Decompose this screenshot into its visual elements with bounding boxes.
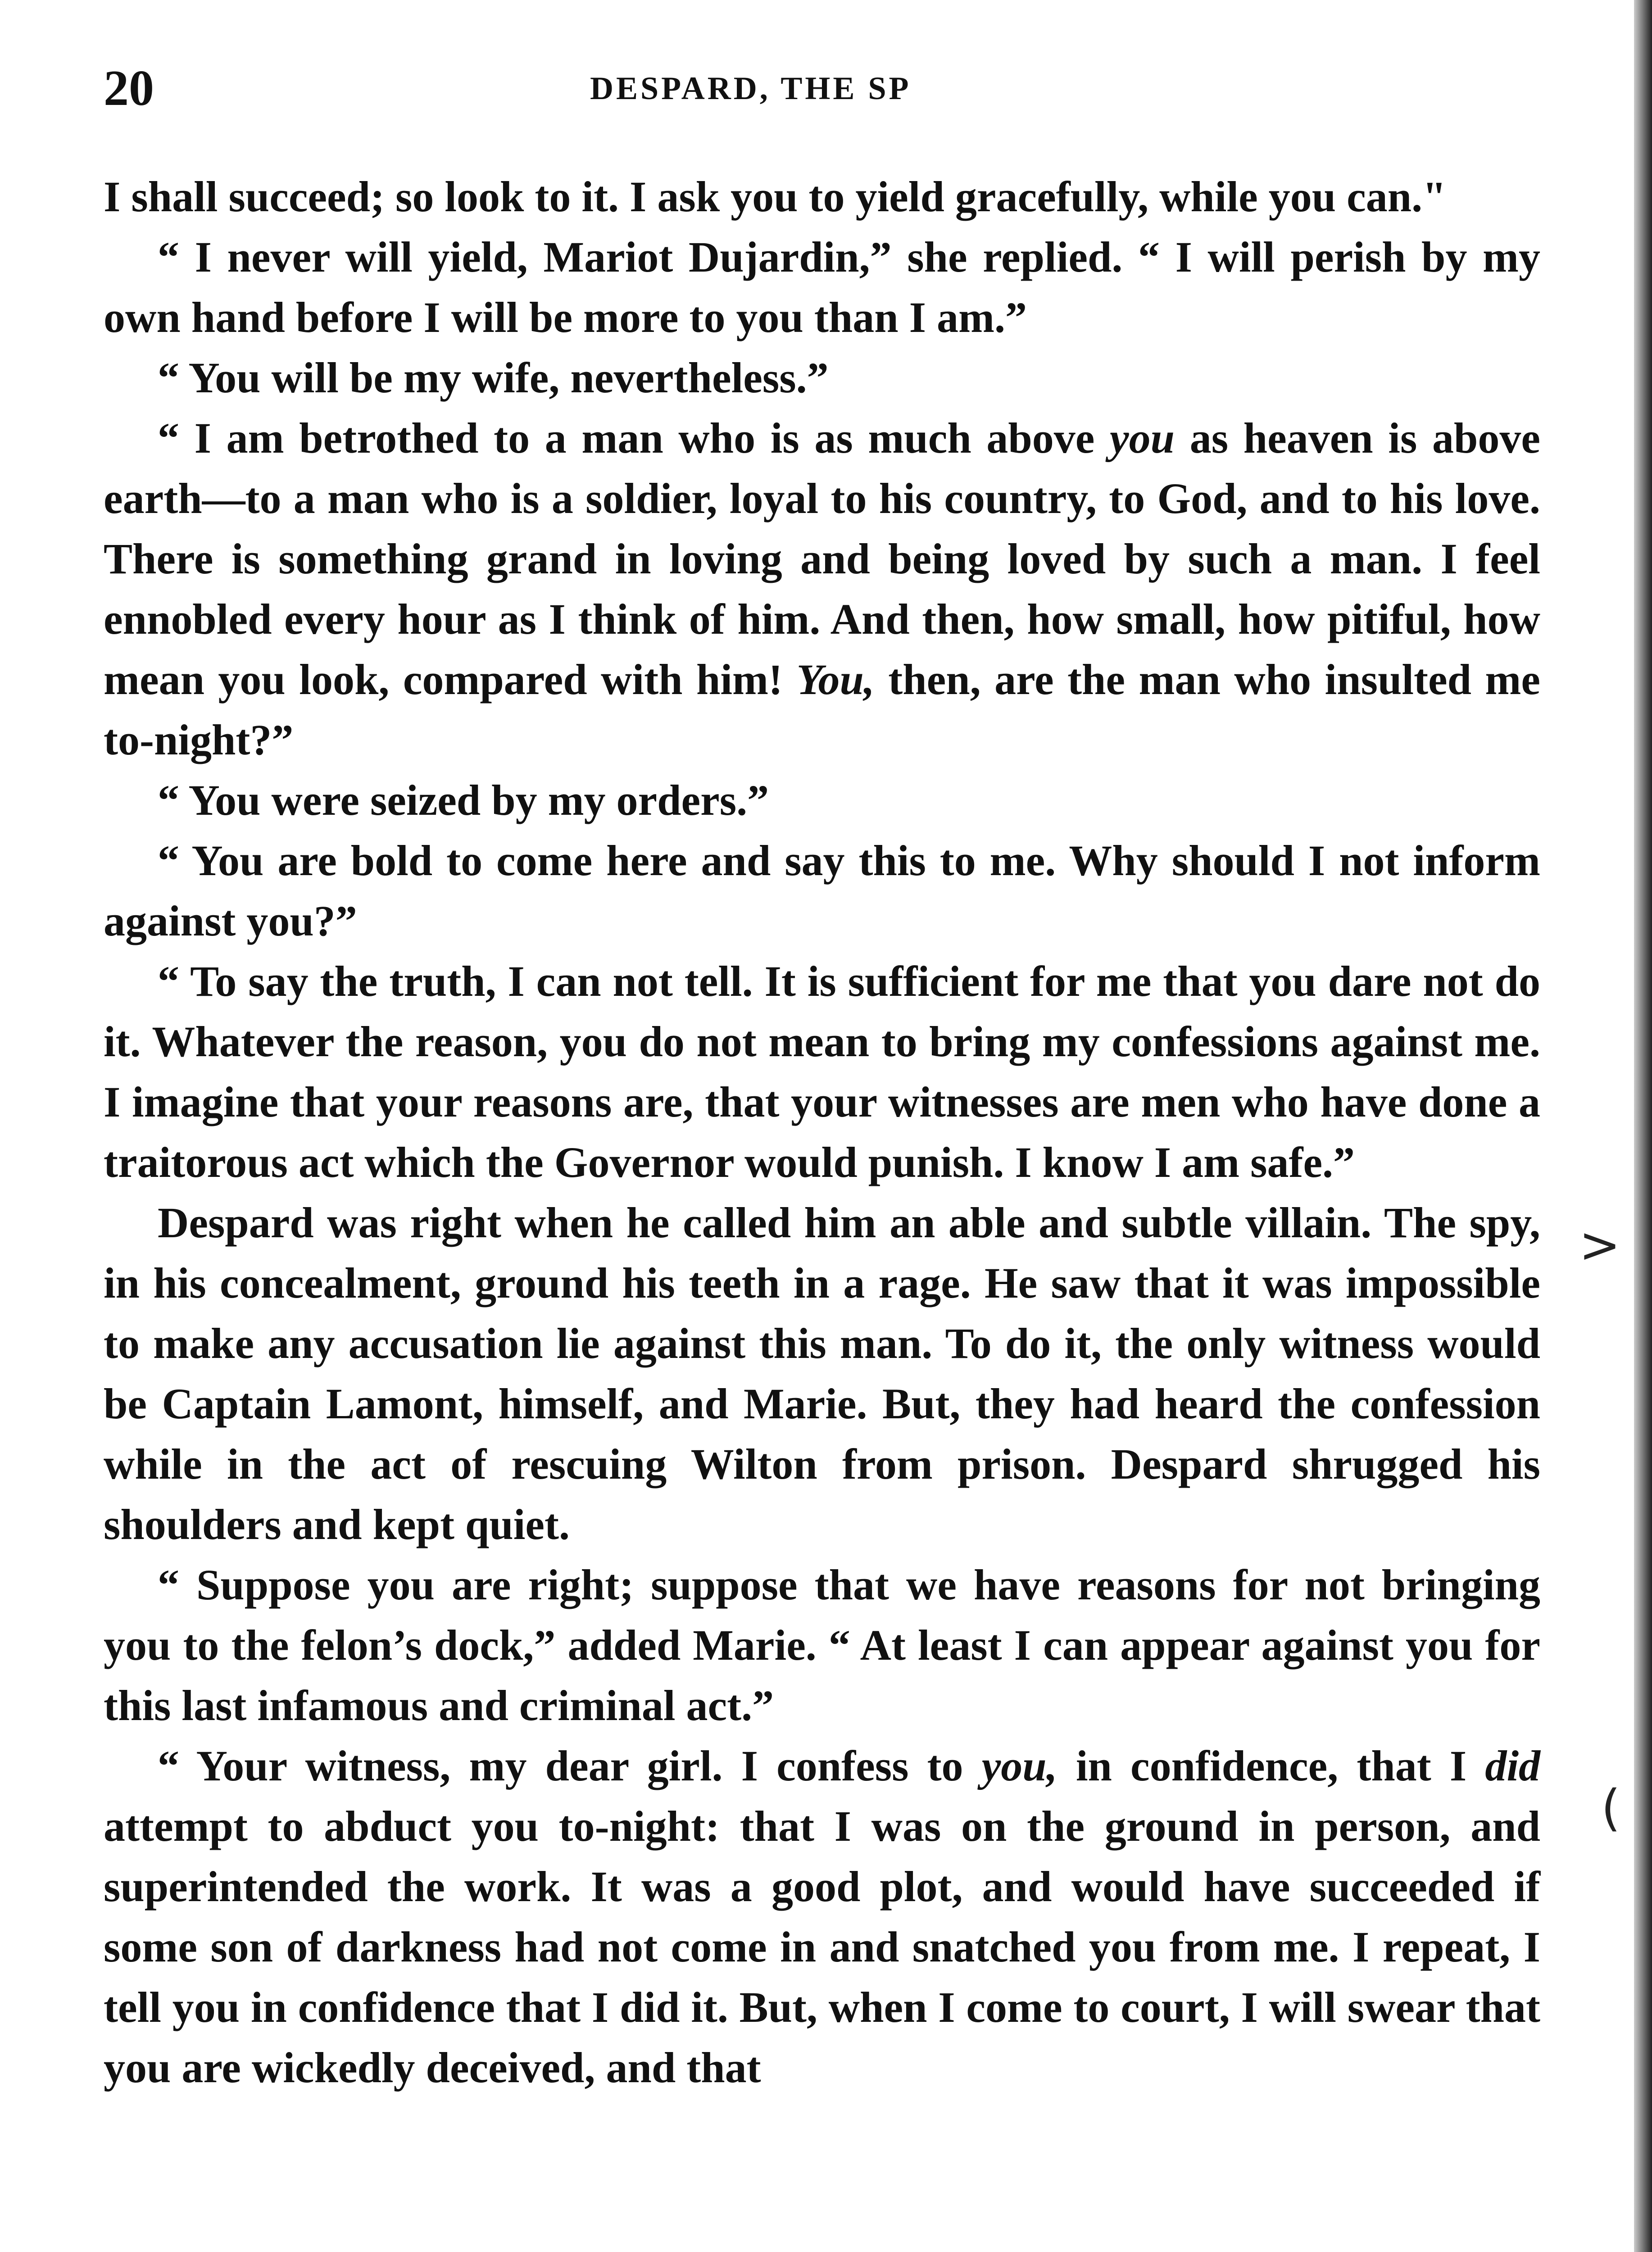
text-run: “ You are bold to come here and say this to me. Why should I not inform against you?”: [104, 836, 1540, 945]
text-run: “ Suppose you are right; suppose that we have reasons for not bringing you to the felon’s dock,” added Marie. “ At least I can appear against you for this last infamous and criminal act.”: [104, 1561, 1540, 1730]
margin-arrow-icon: >: [1579, 1216, 1620, 1274]
text-run: “ To say the truth, I can not tell. It is sufficient for me that you dare not do it. Whatever the reason, you do not mean to bring my confessions against me. I imagine that your reasons are, that your witnesses are men who have done a traitorous act which the Governor would punish. I know I am safe.”: [104, 957, 1540, 1186]
paragraph: [104, 770, 1540, 831]
text-run: “ You will be my wife, nevertheless.”: [158, 354, 829, 402]
scan-edge-right: [1634, 0, 1652, 2252]
page-number: 20: [104, 60, 154, 116]
paragraph: [104, 348, 1540, 408]
page-header: [104, 54, 1540, 135]
paragraph: [104, 408, 1540, 770]
paragraph: [104, 951, 1540, 1193]
text-run: “ Your witness, my dear girl. I confess to: [158, 1742, 982, 1790]
italic-text: you: [1110, 414, 1175, 462]
text-run: in confidence, that I: [1057, 1742, 1485, 1790]
body-text: [104, 167, 1540, 2098]
text-run: Despard was right when he called him an able and subtle villain. The spy, in his concealment, ground his teeth in a rage. He saw that it was impossible to make any accusation lie against this man. To do it, the only witness would be Captain Lamont, himself, and Marie. But, they had heard the confession while in the act of rescuing Wilton from prison. Despard shrugged his shoulders and kept quiet.: [104, 1199, 1540, 1548]
text-run: “ I am betrothed to a man who is as much above: [158, 414, 1110, 462]
text-run: I shall succeed; so look to it. I ask you to yield gracefully, while you can.": [104, 173, 1447, 221]
paragraph: [104, 1193, 1540, 1555]
paragraph: [104, 167, 1540, 227]
running-head: DESPARD, THE SP: [590, 70, 912, 106]
paragraph: [104, 227, 1540, 348]
book-page: [104, 54, 1540, 2252]
italic-text: you,: [981, 1742, 1057, 1790]
paragraph: [104, 831, 1540, 951]
text-run: attempt to abduct you to-night: that I was on the ground in person, and superintended the work. It was a good plot, and would have succeeded if some son of darkness had not come in and snatched you from me. I repeat, I tell you in confidence that I did it. But, when I come to court, I will swear that you are wickedly deceived, and that: [104, 1802, 1540, 2092]
text-run: “ You were seized by my orders.”: [158, 776, 769, 824]
text-run: then, are the man who insulted me to-night?”: [104, 655, 1541, 764]
italic-text: did: [1485, 1742, 1541, 1790]
text-run: “ I never will yield, Mariot Dujardin,” she replied. “ I will perish by my own hand before I will be more to you than I am.”: [104, 233, 1540, 341]
paragraph: [104, 1736, 1540, 2098]
italic-text: You,: [796, 655, 875, 704]
text-run: as heaven is above earth—to a man who is a soldier, loyal to his country, to God, and to his love. There is something grand in loving and being loved by such a man. I feel ennobled every hour as I think of him. And then, how small, how pitiful, how mean you look, compared with him!: [104, 414, 1541, 704]
margin-bracket-icon: (: [1601, 1779, 1620, 1837]
paragraph: [104, 1555, 1540, 1736]
